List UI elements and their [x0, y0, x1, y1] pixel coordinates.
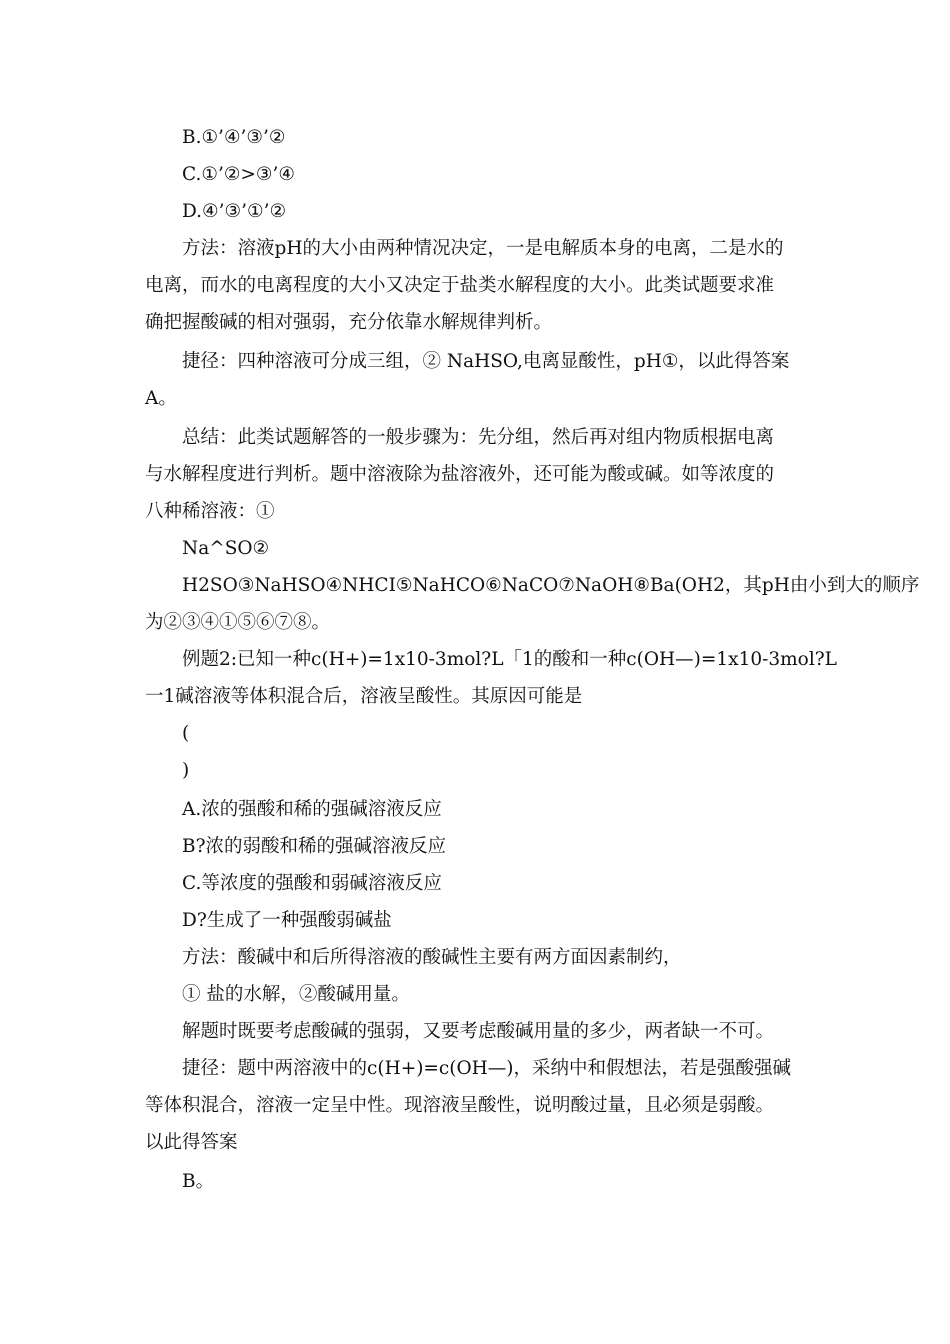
example-2-line-2: 一1碱溶液等体积混合后，溶液呈酸性。其原因可能是	[145, 686, 583, 707]
option-c: C.等浓度的强酸和弱碱溶液反应	[182, 873, 442, 894]
method-2-line-1: 方法：酸碱中和后所得溶液的酸碱性主要有两方面因素制约，	[182, 947, 682, 968]
option-a: A.浓的强酸和稀的强碱溶液反应	[182, 799, 442, 820]
method-2-line-2: ① 盐的水解，②酸碱用量。	[182, 984, 410, 1005]
method-paragraph-line-2: 电离，而水的电离程度的大小又决定于盐类水解程度的大小。此类试题要求准	[145, 275, 775, 296]
method-paragraph-line-3: 确把握酸碱的相对强弱，充分依靠水解规律判析。	[145, 312, 553, 333]
summary-paragraph-line-1: 总结：此类试题解答的一般步骤为：先分组，然后再对组内物质根据电离	[182, 427, 775, 448]
formula-line-2: H2SO③NaHSO④NHCI⑤NaHCO⑥NaCO⑦NaOH⑧Ba(OH2，其pH由小到大的顺序	[182, 575, 920, 596]
formula-line-1: Na^SO②	[182, 538, 270, 559]
shortcut-2-line-1: 捷径：题中两溶液中的c(H+)=c(OH—)，采纳中和假想法，若是强酸强碱	[182, 1058, 792, 1079]
summary-paragraph-line-2: 与水解程度进行判析。题中溶液除为盐溶液外，还可能为酸或碱。如等浓度的	[145, 464, 775, 485]
option-c-first: C.①’②>③’④	[182, 164, 295, 185]
blank-paren-close: )	[182, 760, 190, 781]
final-answer: B。	[182, 1171, 215, 1192]
shortcut-2-line-2: 等体积混合，溶液一定呈中性。现溶液呈酸性，说明酸过量，且必须是弱酸。	[145, 1095, 775, 1116]
method-paragraph-line-1: 方法：溶液pH的大小由两种情况决定，一是电解质本身的电离，二是水的	[182, 238, 784, 259]
option-d-first: D.④’③’①’②	[182, 201, 287, 222]
option-d: D?生成了一种强酸弱碱盐	[182, 910, 392, 931]
blank-paren-open: (	[182, 723, 190, 744]
example-2-line-1: 例题2:已知一种c(H+)=1x10-3mol?L「1的酸和一种c(OH—)=1x10-3mol?L	[182, 649, 837, 670]
formula-line-3: 为②③④①⑤⑥⑦⑧。	[145, 612, 331, 633]
shortcut-paragraph-line-2: A。	[145, 388, 177, 409]
option-b: B?浓的弱酸和稀的强碱溶液反应	[182, 836, 447, 857]
option-b-first: B.①’④’③’②	[182, 127, 286, 148]
summary-paragraph-line-3: 八种稀溶液：①	[145, 501, 275, 522]
shortcut-paragraph-line-1: 捷径：四种溶液可分成三组，② NaHSO,电离显酸性，pH①，以此得答案	[182, 351, 790, 372]
solving-note: 解题时既要考虑酸碱的强弱，又要考虑酸碱用量的多少，两者缺一不可。	[182, 1021, 775, 1042]
shortcut-2-line-3: 以此得答案	[145, 1132, 238, 1153]
